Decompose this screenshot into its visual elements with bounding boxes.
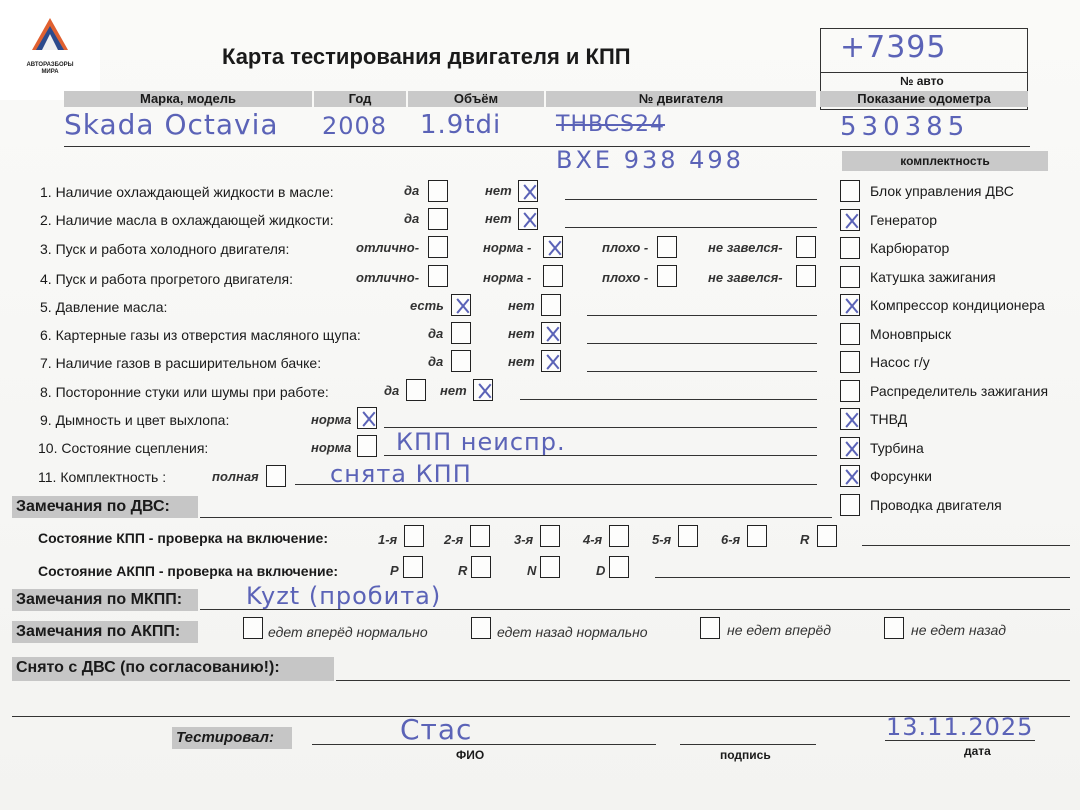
akpp-forward-ok-label: едет вперёд нормально	[268, 624, 428, 640]
checkbox-3-no-start[interactable]	[796, 236, 816, 258]
opt-yes: да	[404, 183, 420, 198]
checkbox-7-yes[interactable]	[451, 350, 471, 372]
akpp-gear-label-4: D	[596, 563, 606, 578]
opt-yes: да	[384, 383, 400, 398]
fio-label: ФИО	[456, 748, 485, 762]
gear-label-4: 4-я	[583, 532, 603, 547]
check-label-8: 8. Посторонние стуки или шумы при работе:	[40, 384, 329, 400]
notes-akpp-label: Замечания по АКПП:	[12, 621, 198, 643]
company-logo	[0, 0, 100, 100]
checkbox-5-present[interactable]	[451, 294, 471, 316]
check-label-2: 2. Наличие масла в охлаждающей жидкости:	[40, 212, 334, 228]
akpp-forward-ok-check[interactable]	[243, 617, 263, 639]
checkbox-7-no[interactable]	[541, 350, 561, 372]
akpp-gear-checkbox-2[interactable]	[471, 556, 491, 578]
checkbox-11-full[interactable]	[266, 465, 286, 487]
header-year: Год	[314, 91, 406, 107]
checkbox-3-excellent[interactable]	[428, 236, 448, 258]
kit-label-5: Компрессор кондиционера	[870, 297, 1045, 313]
opt-no: нет	[485, 183, 512, 198]
check-label-6: 6. Картерные газы из отверстия масляного щупа:	[40, 327, 361, 343]
akpp-gear-checkbox-1[interactable]	[403, 556, 423, 578]
opt-no: нет	[440, 383, 467, 398]
checkbox-2-yes[interactable]	[428, 208, 448, 230]
opt-present: есть	[410, 298, 444, 313]
checkbox-1-no[interactable]	[518, 180, 538, 202]
mkpp-note: Kyzt (пробита)	[246, 582, 442, 610]
akpp-no-forward-label: не едет вперёд	[727, 622, 832, 638]
checkbox-8-yes[interactable]	[406, 379, 426, 401]
gear-label-1: 1-я	[378, 532, 398, 547]
akpp-backward-ok-check[interactable]	[471, 617, 491, 639]
header-volume: Объём	[408, 91, 544, 107]
opt-yes: да	[428, 326, 444, 341]
checkbox-6-yes[interactable]	[451, 322, 471, 344]
gear-label-5: 5-я	[652, 532, 672, 547]
gear-label-7: R	[800, 532, 810, 547]
checkbox-8-no[interactable]	[473, 379, 493, 401]
gear-checkbox-1[interactable]	[404, 525, 424, 547]
kit-checkbox-3[interactable]	[840, 237, 860, 259]
kit-label-10: Турбина	[870, 439, 924, 456]
opt-no: нет	[485, 211, 512, 226]
kit-header: комплектность	[842, 151, 1048, 171]
checkbox-2-no[interactable]	[518, 208, 538, 230]
opt-normal: норма -	[483, 240, 532, 255]
checkbox-3-bad[interactable]	[657, 236, 677, 258]
akpp-no-backward-check[interactable]	[884, 617, 904, 639]
checkbox-4-excellent[interactable]	[428, 265, 448, 287]
test-date: 13.11.2025	[886, 713, 1034, 741]
checkbox-3-normal[interactable]	[543, 236, 563, 258]
opt-normal: норма	[311, 440, 352, 455]
gear-label-3: 3-я	[514, 532, 534, 547]
header-model: Марка, модель	[64, 91, 312, 107]
akpp-gear-label-3: N	[527, 563, 537, 578]
opt-no: нет	[508, 298, 535, 313]
logo-line2: МИРА	[41, 69, 59, 75]
gear-checkbox-4[interactable]	[609, 525, 629, 547]
logo-line1: АВТОРАЗБОРЫ	[26, 62, 74, 68]
checkbox-9-normal[interactable]	[357, 407, 377, 429]
header-engine-no: № двигателя	[546, 91, 816, 107]
kit-checkbox-1[interactable]	[840, 180, 860, 202]
gear-checkbox-6[interactable]	[747, 525, 767, 547]
kit-checkbox-9[interactable]	[840, 408, 860, 430]
kit-checkbox-2[interactable]	[840, 209, 860, 231]
engine-struck-value: THBCS24	[556, 112, 666, 137]
check-label-9: 9. Дымность и цвет выхлопа:	[40, 412, 230, 428]
kit-label-8: Распределитель зажигания	[870, 382, 1049, 399]
kit-checkbox-11[interactable]	[840, 465, 860, 487]
gear-checkbox-3[interactable]	[540, 525, 560, 547]
completeness-note: снята КПП	[330, 460, 472, 488]
kit-label-12: Проводка двигателя	[870, 496, 1002, 513]
car-number-value: +7395	[840, 30, 947, 65]
clutch-note: КПП неиспр.	[396, 428, 566, 456]
opt-normal: норма -	[483, 270, 532, 285]
kit-label-1: Блок управления ДВС	[870, 183, 1014, 199]
kit-label-7: Насос г/у	[870, 354, 930, 370]
akpp-backward-ok-label: едет назад нормально	[497, 624, 648, 640]
removed-label: Снято с ДВС (по согласованию!):	[12, 657, 334, 681]
opt-yes: да	[404, 211, 420, 226]
check-label-5: 5. Давление масла:	[40, 299, 168, 315]
model-value: Skada Octavia	[64, 108, 279, 141]
check-label-7: 7. Наличие газов в расширительном бачке:	[40, 355, 322, 371]
akpp-state-label: Состояние АКПП - проверка на включение:	[38, 563, 339, 579]
opt-normal: норма	[311, 412, 352, 427]
kit-label-4: Катушка зажигания	[870, 268, 996, 285]
opt-no: нет	[508, 326, 535, 341]
kit-label-6: Моновпрыск	[870, 325, 952, 342]
opt-bad: плохо -	[602, 270, 649, 285]
checkbox-4-normal[interactable]	[543, 265, 563, 287]
check-label-11: 11. Комплектность :	[38, 469, 167, 485]
kit-label-11: Форсунки	[870, 468, 932, 484]
akpp-gear-checkbox-3[interactable]	[540, 556, 560, 578]
kit-checkbox-5[interactable]	[840, 294, 860, 316]
opt-yes: да	[428, 354, 444, 369]
tester-name: Стас	[400, 713, 473, 746]
gear-checkbox-5[interactable]	[678, 525, 698, 547]
engine-value: BXE 938 498	[556, 146, 744, 174]
volume-value: 1.9tdi	[420, 110, 502, 140]
header-odometer: Показание одометра	[820, 91, 1028, 107]
car-number-label: № авто	[900, 74, 944, 88]
akpp-gear-label-1: P	[390, 563, 399, 578]
kit-checkbox-10[interactable]	[840, 437, 860, 459]
opt-excellent: отлично-	[356, 270, 420, 285]
check-label-10: 10. Состояние сцепления:	[38, 440, 209, 456]
odometer-value: 530385	[840, 112, 970, 142]
gear-label-2: 2-я	[444, 532, 464, 547]
kit-checkbox-6[interactable]	[840, 323, 860, 345]
kit-checkbox-8[interactable]	[840, 380, 860, 402]
akpp-gear-label-2: R	[458, 563, 468, 578]
opt-excellent: отлично-	[356, 240, 420, 255]
form-title: Карта тестирования двигателя и КПП	[222, 44, 631, 69]
akpp-no-backward-label: не едет назад	[911, 622, 1006, 638]
kit-label-9: ТНВД	[870, 411, 908, 427]
signature-label: подпись	[720, 748, 771, 762]
checkbox-4-bad[interactable]	[657, 265, 677, 287]
kit-checkbox-4[interactable]	[840, 266, 860, 288]
akpp-gear-checkbox-4[interactable]	[609, 556, 629, 578]
kit-label-3: Карбюратор	[870, 240, 950, 256]
checkbox-10-normal[interactable]	[357, 435, 377, 457]
opt-no-start: не завелся-	[708, 240, 783, 255]
gear-label-6: 6-я	[721, 532, 741, 547]
kit-checkbox-12[interactable]	[840, 494, 860, 516]
opt-no: нет	[508, 354, 535, 369]
checkbox-4-no-start[interactable]	[796, 265, 816, 287]
check-label-3: 3. Пуск и работа холодного двигателя:	[40, 241, 290, 257]
gear-checkbox-2[interactable]	[470, 525, 490, 547]
checkbox-5-no[interactable]	[541, 294, 561, 316]
notes-mkpp-label: Замечания по МКПП:	[12, 589, 198, 611]
date-label: дата	[964, 744, 991, 758]
kit-checkbox-7[interactable]	[840, 351, 860, 373]
opt-full: полная	[212, 469, 259, 484]
check-label-4: 4. Пуск и работа прогретого двигателя:	[40, 271, 293, 287]
tested-label: Тестировал:	[172, 727, 292, 749]
kit-label-2: Генератор	[870, 211, 938, 228]
gear-checkbox-7[interactable]	[817, 525, 837, 547]
opt-no-start: не завелся-	[708, 270, 783, 285]
check-label-1: 1. Наличие охлаждающей жидкости в масле:	[40, 184, 334, 200]
checkbox-1-yes[interactable]	[428, 180, 448, 202]
opt-bad: плохо -	[602, 240, 649, 255]
logo-mountain-icon	[0, 0, 100, 60]
notes-dvs-label: Замечания по ДВС:	[12, 496, 198, 518]
akpp-no-forward-check[interactable]	[700, 617, 720, 639]
checkbox-6-no[interactable]	[541, 322, 561, 344]
kpp-state-label: Состояние КПП - проверка на включение:	[38, 530, 328, 546]
year-value: 2008	[322, 112, 388, 140]
